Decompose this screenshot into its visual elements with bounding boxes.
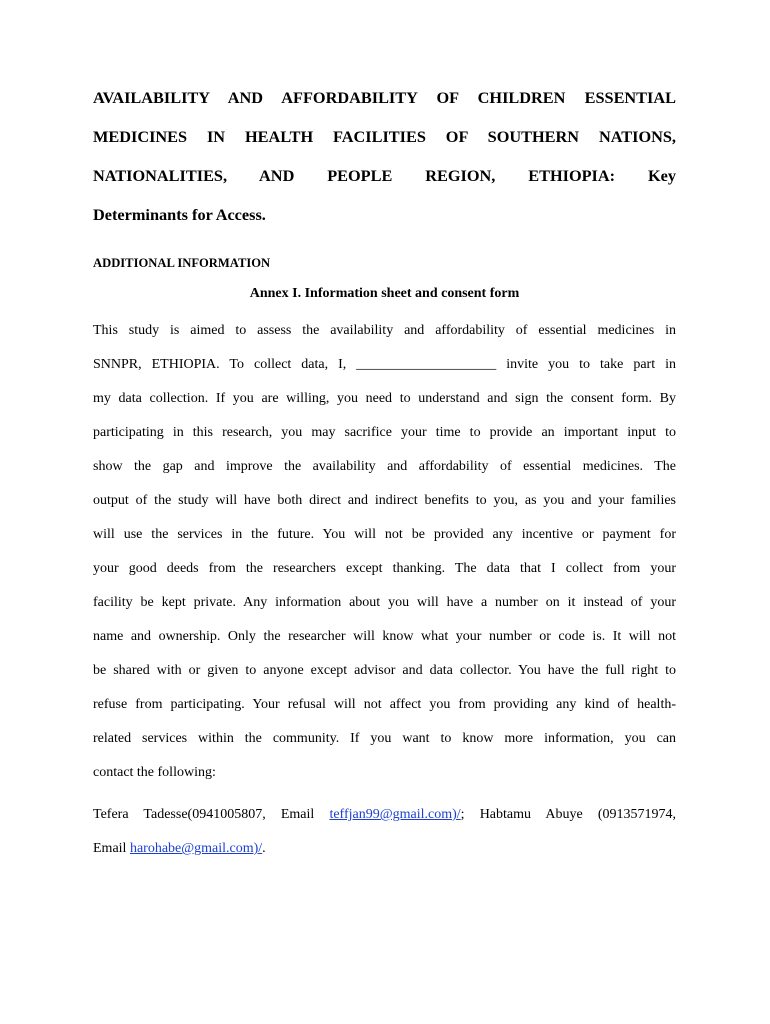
title-line-1: AVAILABILITY AND AFFORDABILITY OF CHILDREN ESSENTIAL (93, 88, 676, 107)
contact-2-prefix: Email (93, 841, 130, 856)
contact-information (93, 805, 676, 873)
information-paragraph (93, 321, 676, 797)
email-link-habtamu[interactable]: harohabe@gmail.com)/ (129, 841, 263, 856)
document-title (93, 78, 676, 234)
annex-heading: Annex I. Information sheet and consent form (249, 286, 520, 301)
contact-1-suffix: ; Habtamu Abuye (0913571974, (460, 807, 677, 822)
body-line-8: your good deeds from the researchers except thanking. The data that I collect from your (93, 561, 676, 576)
contact-2-suffix: . (262, 841, 266, 856)
contact-line-1 (93, 805, 676, 839)
body-line-2: SNNPR, ETHIOPIA. To collect data, I, ____________________ invite you to take part in (93, 357, 676, 372)
contact-line-2 (93, 839, 676, 873)
body-line-1: This study is aimed to assess the availability and affordability of essential medicines in (93, 323, 676, 338)
body-line-7: will use the services in the future. You will not be provided any incentive or payment for (93, 527, 676, 542)
title-line-3: NATIONALITIES, AND PEOPLE REGION, ETHIOPIA: Key (93, 166, 676, 185)
body-line-6: output of the study will have both direct and indirect benefits to you, as you and your families (93, 493, 676, 508)
body-line-5: show the gap and improve the availability and affordability of essential medicines. The (93, 459, 676, 474)
title-line-4: Determinants for Access. (93, 205, 266, 224)
title-line-2: MEDICINES IN HEALTH FACILITIES OF SOUTHERN NATIONS, (93, 127, 676, 146)
body-line-4: participating in this research, you may sacrifice your time to provide an important input to (93, 425, 676, 440)
body-line-13: related services within the community. If you want to know more information, you can (93, 731, 676, 746)
contact-1-prefix: Tefera Tadesse(0941005807, Email (93, 807, 330, 822)
body-line-3: my data collection. If you are willing, you need to understand and sign the consent form. By (93, 391, 676, 406)
body-line-9: facility be kept private. Any information about you will have a number on it instead of your (93, 595, 676, 610)
body-line-14: contact the following: (93, 765, 216, 780)
body-line-12: refuse from participating. Your refusal will not affect you from providing any kind of health- (93, 697, 676, 712)
body-line-10: name and ownership. Only the researcher will know what your number or code is. It will not (93, 629, 676, 644)
section-heading: ADDITIONAL INFORMATION (93, 256, 271, 270)
body-line-11: be shared with or given to anyone except advisor and data collector. You have the full right to (93, 663, 676, 678)
email-link-tefera[interactable]: teffjan99@gmail.com)/ (329, 807, 461, 822)
